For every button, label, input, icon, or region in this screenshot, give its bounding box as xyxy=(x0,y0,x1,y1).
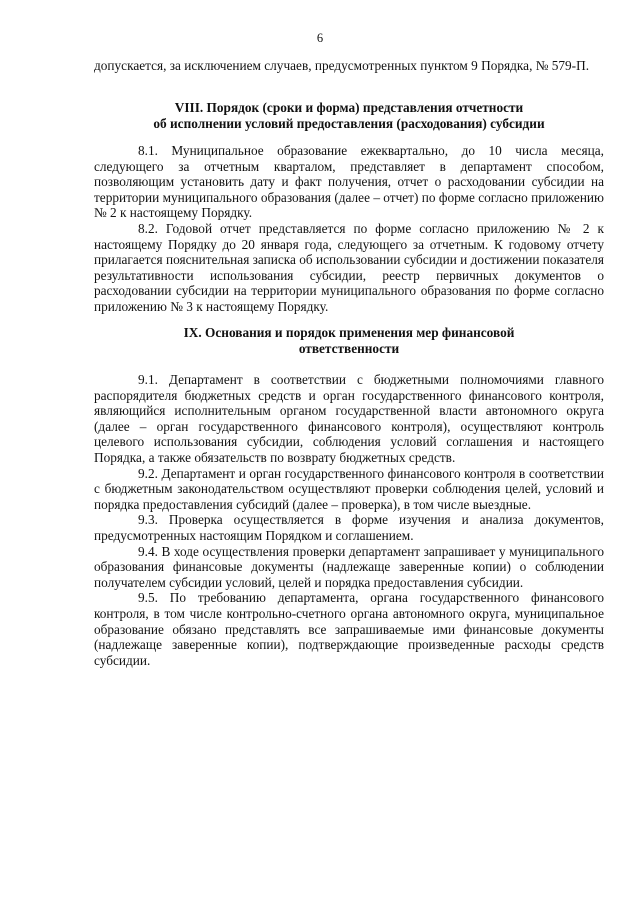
section-9-title-line2: ответственности xyxy=(298,340,400,356)
section-8-title-line2: об исполнении условий предоставления (расходования) субсидии xyxy=(153,115,545,131)
page-number: 6 xyxy=(316,31,324,45)
paragraph-9-1: 9.1. Департамент в соответствии с бюджетными полномочиями главного распорядителя бюджетных средств и орган государственного финансового контроля, являющийся исполнительным органом государственной власти автономного округа (далее – орган государственного финансового контроля), осуществляют контроль целевого использования субсидии, соблюдения условий соглашения и настоящего Порядка, а также обязательств по возврату бюджетных средств. xyxy=(94,372,604,465)
paragraph-9-4: 9.4. В ходе осуществления проверки департамент запрашивает у муниципального образования финансовые документы (надлежаще заверенные копии) о соблюдении получателем субсидии условий, целей и порядка предоставления субсидии. xyxy=(94,543,604,590)
paragraph-9-2: 9.2. Департамент и орган государственного финансового контроля в соответствии с бюджетным законодательством осуществляют проверки соблюдения целей, условий и порядка предоставления субсидий (далее – проверка), в том числе выездные. xyxy=(94,465,604,512)
section-9-body xyxy=(94,372,604,668)
continuation-block xyxy=(94,58,604,74)
paragraph-8-2: 8.2. Годовой отчет представляется по форме согласно приложению № 2 к настоящему Порядку до 20 января года, следующего за отчетным. К годовому отчету прилагается пояснительная записка об использовании субсидии и достижении показателя результативности использования субсидии, реестр первичных документов о расходовании субсидии на территории муниципального образования по форме согласно приложению № 3 к настоящему Порядку. xyxy=(94,220,604,314)
section-8-body xyxy=(94,143,604,315)
paragraph-8-1: 8.1. Муниципальное образование ежеквартально, до 10 числа месяца, следующего за отчетным кварталом, представляет в департамент способом, позволяющим установить дату и факт получения, отчет о расходовании субсидии на территории муниципального образования (далее – отчет) по форме согласно приложению № 2 к настоящему Порядку. xyxy=(94,143,604,221)
section-9-title-line1: IX. Основания и порядок применения мер финансовой xyxy=(183,325,515,340)
paragraph-9-5: 9.5. По требованию департамента, органа государственного финансового контроля, в том числе контрольно-счетного органа автономного округа, муниципальное образование обязано представлять все запрашиваемые ими финансовые документы (надлежаще заверенные копии), подтверждающие произведенные расходы средств субсидии. xyxy=(94,590,604,668)
section-8-heading xyxy=(94,100,604,131)
paragraph-9-3: 9.3. Проверка осуществляется в форме изучения и анализа документов, предусмотренных настоящим Порядком и соглашением. xyxy=(94,512,604,543)
continuation-paragraph: допускается, за исключением случаев, предусмотренных пунктом 9 Порядка, № 579-П. xyxy=(94,58,590,73)
section-9-heading xyxy=(94,325,604,356)
section-8-title-line1: VIII. Порядок (сроки и форма) представления отчетности xyxy=(174,100,524,115)
